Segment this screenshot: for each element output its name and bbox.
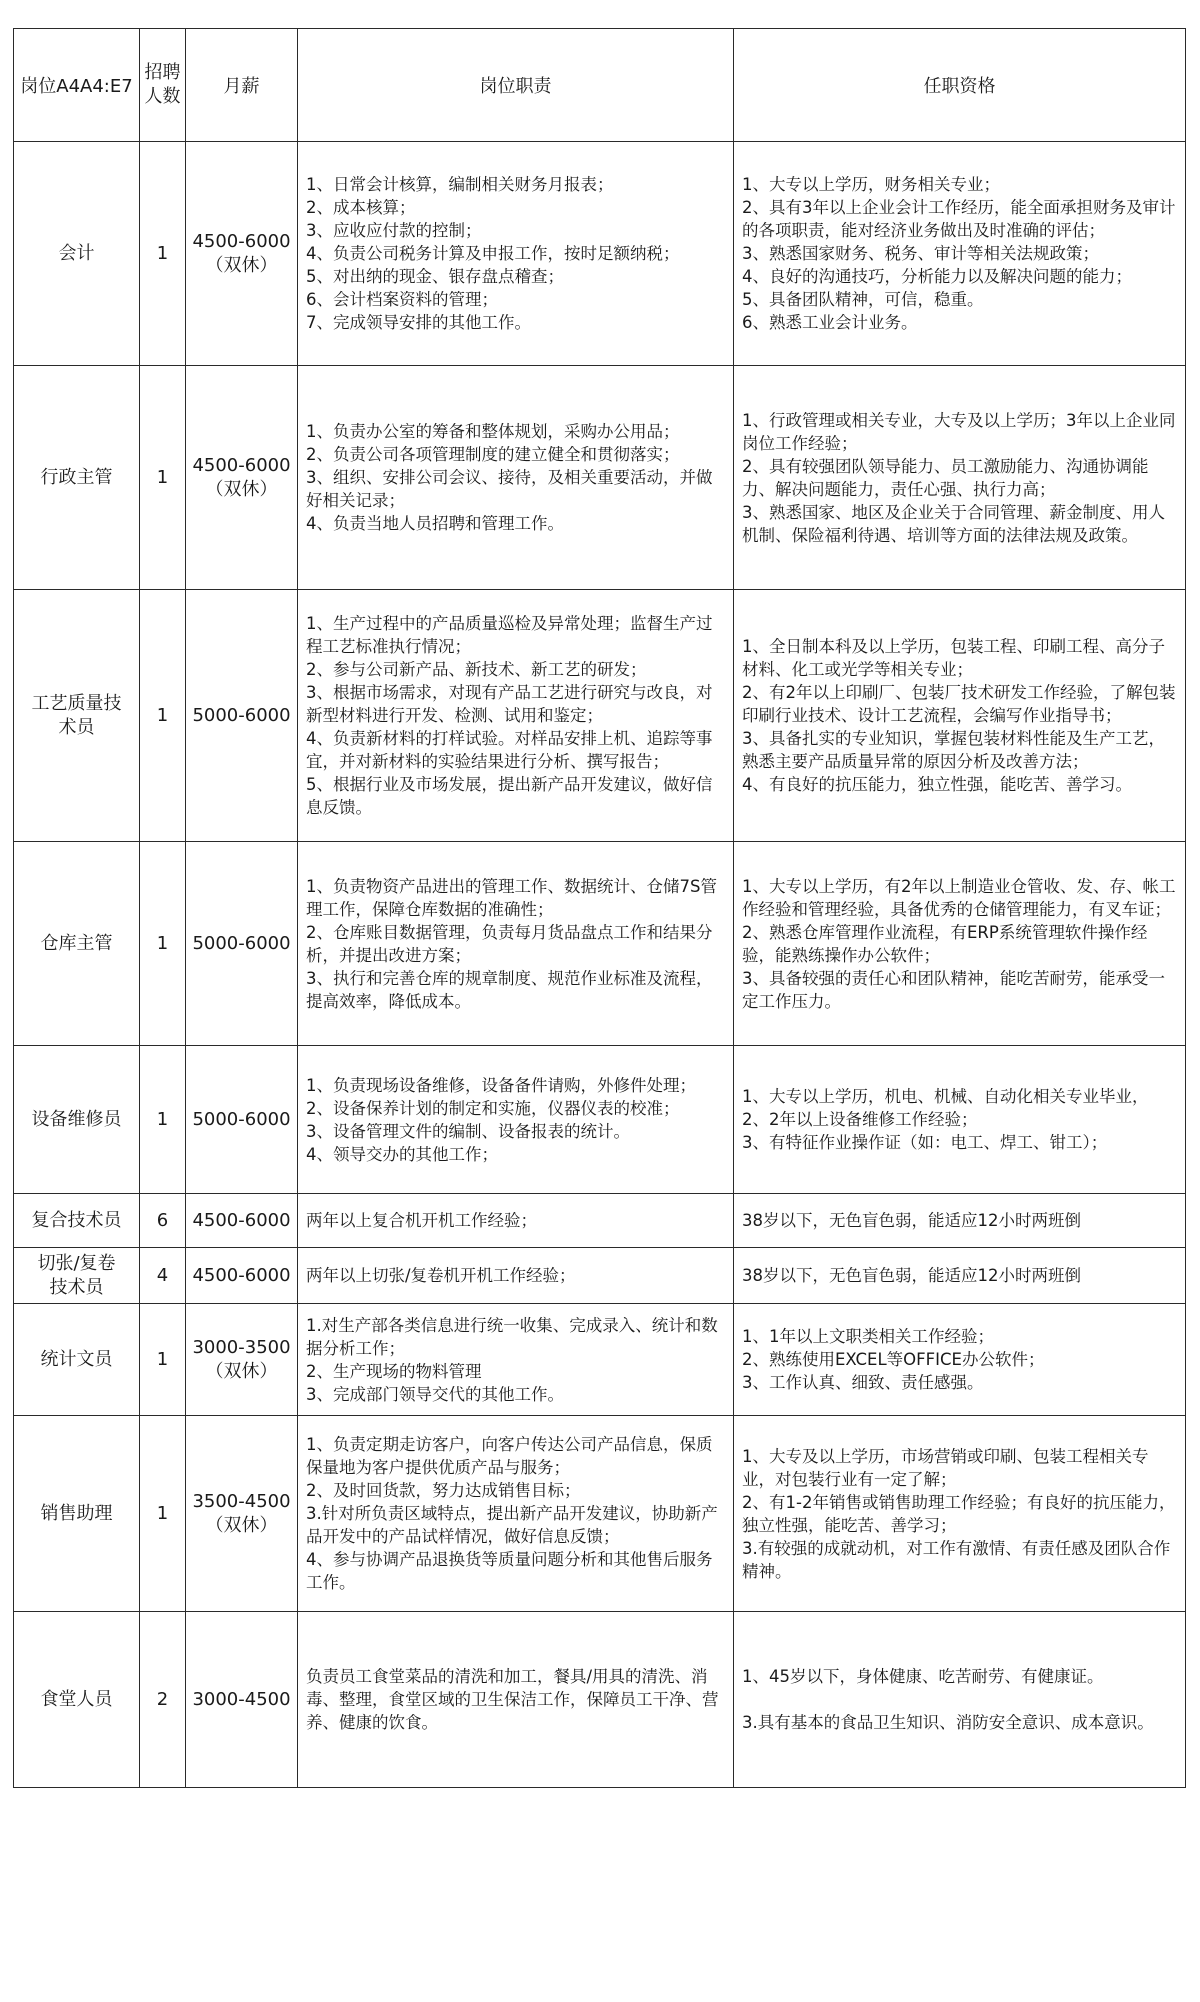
cell-requirements bbox=[734, 590, 1186, 842]
cell-count: 1 bbox=[140, 590, 186, 842]
cell-count: 6 bbox=[140, 1194, 186, 1248]
cell-position bbox=[14, 842, 140, 1046]
position-name: 统计文员 bbox=[40, 1348, 113, 1370]
salary-range: 4500-6000 bbox=[192, 1264, 291, 1286]
duty-item: 1.对生产部各类信息进行统一收集、完成录入、统计和数据分析工作； bbox=[306, 1315, 718, 1358]
cell-count: 1 bbox=[140, 1304, 186, 1416]
requirement-item: 2、熟悉仓库管理作业流程，有ERP系统管理软件操作经验，能熟练操作办公软件； bbox=[742, 922, 1148, 965]
duty-item: 2、成本核算； bbox=[306, 198, 416, 217]
cell-salary bbox=[186, 590, 298, 842]
cell-count: 1 bbox=[140, 842, 186, 1046]
duty-item: 3、完成部门领导交代的其他工作。 bbox=[306, 1384, 564, 1404]
duty-item: 1、负责物资产品进出的管理工作、数据统计、仓储7S管理工作，保障仓库数据的准确性； bbox=[306, 876, 717, 919]
salary-note: （双休） bbox=[205, 478, 278, 500]
requirement-item: 3.具有基本的食品卫生知识、消防安全意识、成本意识。 bbox=[742, 1713, 1154, 1732]
duty-item: 2、参与公司新产品、新技术、新工艺的研发； bbox=[306, 660, 647, 679]
duty-item: 3.针对所负责区域特点，提出新产品开发建议，协助新产品开发中的产品试样情况，做好信息反馈； bbox=[306, 1504, 718, 1546]
duty-item: 两年以上切张/复卷机开机工作经验； bbox=[306, 1266, 576, 1285]
salary-range: 5000-6000 bbox=[192, 704, 291, 726]
salary-range: 4500-6000 bbox=[192, 230, 291, 252]
table-row bbox=[14, 590, 1186, 842]
duty-item: 3、设备管理文件的编制、设备报表的统计。 bbox=[306, 1121, 630, 1141]
duty-item: 1、负责定期走访客户，向客户传达公司产品信息，保质保量地为客户提供优质产品与服务； bbox=[306, 1435, 713, 1477]
duty-item: 两年以上复合机开机工作经验； bbox=[306, 1211, 537, 1230]
header-requirements: 任职资格 bbox=[734, 29, 1186, 142]
requirement-item: 6、熟悉工业会计业务。 bbox=[742, 313, 918, 332]
header-position: 岗位A4A4:E7 bbox=[14, 29, 140, 142]
cell-duties bbox=[298, 1046, 734, 1194]
duty-item: 1、负责办公室的筹备和整体规划，采购办公用品； bbox=[306, 422, 680, 441]
cell-salary bbox=[186, 1248, 298, 1304]
requirement-item: 3、熟悉国家财务、税务、审计等相关法规政策； bbox=[742, 244, 1099, 263]
cell-requirements bbox=[734, 1194, 1186, 1248]
table-row bbox=[14, 142, 1186, 366]
requirement-item: 38岁以下，无色盲色弱，能适应12小时两班倒 bbox=[742, 1211, 1081, 1230]
position-name: 会计 bbox=[58, 242, 95, 264]
duty-item: 1、负责现场设备维修，设备备件请购，外修件处理； bbox=[306, 1075, 696, 1095]
cell-position bbox=[14, 142, 140, 366]
cell-duties bbox=[298, 1194, 734, 1248]
cell-count: 1 bbox=[140, 1046, 186, 1194]
position-name: 工艺质量技术员 bbox=[31, 692, 122, 738]
table-row bbox=[14, 1248, 1186, 1304]
cell-position bbox=[14, 1194, 140, 1248]
requirement-item: 3.有较强的成就动机，对工作有激情、有责任感及团队合作精神。 bbox=[742, 1538, 1171, 1581]
position-name: 设备维修员 bbox=[31, 1108, 122, 1130]
duty-item: 负责员工食堂菜品的清洗和加工，餐具/用具的清洗、消毒、整理，食堂区域的卫生保洁工作，保障员工干净、营养、健康的饮食。 bbox=[306, 1667, 719, 1732]
cell-requirements bbox=[734, 1046, 1186, 1194]
cell-position bbox=[14, 1046, 140, 1194]
requirement-item: 1、大专及以上学历，市场营销或印刷、包装工程相关专业，对包装行业有一定了解； bbox=[742, 1446, 1149, 1489]
cell-salary bbox=[186, 1612, 298, 1788]
cell-position bbox=[14, 1416, 140, 1612]
duty-item: 2、仓库账目数据管理，负责每月货品盘点工作和结果分析，并提出改进方案； bbox=[306, 922, 713, 965]
cell-duties bbox=[298, 590, 734, 842]
duty-item: 3、执行和完善仓库的规章制度、规范作业标准及流程，提高效率，降低成本。 bbox=[306, 968, 713, 1011]
requirement-item: 1、1年以上文职类相关工作经验； bbox=[742, 1327, 994, 1346]
cell-position bbox=[14, 1304, 140, 1416]
cell-duties bbox=[298, 366, 734, 590]
cell-duties bbox=[298, 1612, 734, 1788]
duty-item: 6、会计档案资料的管理； bbox=[306, 290, 498, 309]
cell-position bbox=[14, 366, 140, 590]
duty-item: 3、应收应付款的控制； bbox=[306, 221, 482, 240]
salary-range: 3500-4500 bbox=[192, 1490, 291, 1512]
duty-item: 2、生产现场的物料管理 bbox=[306, 1361, 482, 1381]
header-row bbox=[14, 29, 1186, 142]
table-row bbox=[14, 1194, 1186, 1248]
table-row bbox=[14, 842, 1186, 1046]
cell-salary bbox=[186, 1194, 298, 1248]
cell-count: 1 bbox=[140, 142, 186, 366]
requirement-item: 1、行政管理或相关专业，大专及以上学历；3年以上企业同岗位工作经验； bbox=[742, 410, 1176, 453]
salary-range: 4500-6000 bbox=[192, 1209, 291, 1231]
duty-item: 5、根据行业及市场发展，提出新产品开发建议，做好信息反馈。 bbox=[306, 775, 713, 817]
requirement-item: 2、2年以上设备维修工作经验； bbox=[742, 1110, 978, 1129]
cell-requirements bbox=[734, 142, 1186, 366]
header-salary: 月薪 bbox=[186, 29, 298, 142]
cell-salary bbox=[186, 842, 298, 1046]
salary-range: 3000-4500 bbox=[192, 1688, 291, 1710]
position-name: 食堂人员 bbox=[40, 1688, 113, 1710]
table-row bbox=[14, 1046, 1186, 1194]
cell-requirements bbox=[734, 1416, 1186, 1612]
table-row bbox=[14, 1304, 1186, 1416]
requirement-item: 4、有良好的抗压能力，独立性强，能吃苦、善学习。 bbox=[742, 775, 1132, 794]
cell-duties bbox=[298, 142, 734, 366]
cell-count: 2 bbox=[140, 1612, 186, 1788]
position-name: 切张/复卷技术员 bbox=[37, 1252, 116, 1298]
requirement-item: 1、大专以上学历，财务相关专业； bbox=[742, 175, 1000, 194]
salary-range: 3000-3500 bbox=[192, 1336, 291, 1358]
cell-count: 4 bbox=[140, 1248, 186, 1304]
cell-duties bbox=[298, 842, 734, 1046]
header-count: 招聘人数 bbox=[140, 29, 186, 142]
requirement-item: 3、具备较强的责任心和团队精神，能吃苦耐劳，能承受一定工作压力。 bbox=[742, 968, 1165, 1011]
table-row bbox=[14, 1612, 1186, 1788]
cell-requirements bbox=[734, 1612, 1186, 1788]
duty-item: 2、及时回货款，努力达成销售目标； bbox=[306, 1481, 581, 1500]
requirement-item: 2、有2年以上印刷厂、包装厂技术研发工作经验，了解包装印刷行业技术、设计工艺流程，会编写作业指导书； bbox=[742, 683, 1176, 725]
cell-position bbox=[14, 1612, 140, 1788]
cell-salary bbox=[186, 1046, 298, 1194]
cell-duties bbox=[298, 1416, 734, 1612]
cell-requirements bbox=[734, 1248, 1186, 1304]
requirement-item: 2、具有较强团队领导能力、员工激励能力、沟通协调能力、解决问题能力，责任心强、执行力高； bbox=[742, 456, 1149, 499]
cell-salary bbox=[186, 1416, 298, 1612]
duty-item: 5、对出纳的现金、银存盘点稽查； bbox=[306, 267, 564, 286]
cell-duties bbox=[298, 1248, 734, 1304]
duty-item: 4、领导交办的其他工作； bbox=[306, 1144, 498, 1164]
table-row bbox=[14, 1416, 1186, 1612]
cell-salary bbox=[186, 142, 298, 366]
position-name: 销售助理 bbox=[40, 1502, 113, 1524]
duty-item: 3、组织、安排公司会议、接待，及相关重要活动，并做好相关记录； bbox=[306, 468, 713, 510]
requirement-item: 1、大专以上学历，机电、机械、自动化相关专业毕业， bbox=[742, 1087, 1149, 1106]
requirement-item: 2、具有3年以上企业会计工作经历，能全面承担财务及审计的各项职责，能对经济业务做出及时准确的评估； bbox=[742, 198, 1176, 240]
position-name: 仓库主管 bbox=[40, 932, 113, 954]
requirement-item: 5、具备团队精神，可信，稳重。 bbox=[742, 290, 984, 309]
duty-item: 4、负责公司税务计算及申报工作，按时足额纳税； bbox=[306, 244, 680, 263]
cell-count: 1 bbox=[140, 1416, 186, 1612]
duty-item: 1、生产过程中的产品质量巡检及异常处理；监督生产过程工艺标准执行情况； bbox=[306, 614, 713, 656]
salary-range: 5000-6000 bbox=[192, 1108, 291, 1130]
requirement-item: 3、具备扎实的专业知识，掌握包装材料性能及生产工艺，熟悉主要产品质量异常的原因分析及改善方法； bbox=[742, 729, 1165, 771]
requirement-item: 3、有特征作业操作证（如：电工、焊工、钳工）； bbox=[742, 1133, 1108, 1152]
duty-item: 7、完成领导安排的其他工作。 bbox=[306, 313, 531, 332]
requirement-item: 1、45岁以下，身体健康、吃苦耐劳、有健康证。 bbox=[742, 1667, 1104, 1686]
requirement-item: 2、有1-2年销售或销售助理工作经验；有良好的抗压能力，独立性强，能吃苦、善学习； bbox=[742, 1492, 1176, 1535]
duty-item: 2、负责公司各项管理制度的建立健全和贯彻落实； bbox=[306, 445, 680, 464]
salary-note: （双休） bbox=[205, 1514, 278, 1536]
requirement-item: 3、熟悉国家、地区及企业关于合同管理、薪金制度、用人机制、保险福利待遇、培训等方面的法律法规及政策。 bbox=[742, 502, 1165, 545]
position-name: 复合技术员 bbox=[31, 1209, 122, 1231]
salary-note: （双休） bbox=[205, 254, 278, 276]
cell-salary bbox=[186, 1304, 298, 1416]
duty-item: 2、设备保养计划的制定和实施，仪器仪表的校准； bbox=[306, 1098, 680, 1118]
requirement-item: 1、全日制本科及以上学历，包装工程、印刷工程、高分子材料、化工或光学等相关专业； bbox=[742, 637, 1165, 679]
duty-item: 1、日常会计核算，编制相关财务月报表； bbox=[306, 175, 614, 194]
cell-position bbox=[14, 590, 140, 842]
duty-item: 4、参与协调产品退换货等质量问题分析和其他售后服务工作。 bbox=[306, 1550, 713, 1592]
requirement-item: 1、大专以上学历，有2年以上制造业仓管收、发、存、帐工作经验和管理经验，具备优秀的仓储管理能力，有叉车证； bbox=[742, 876, 1176, 919]
duty-item: 4、负责新材料的打样试验。对样品安排上机、追踪等事宜，并对新材料的实验结果进行分析、撰写报告； bbox=[306, 729, 713, 771]
cell-count: 1 bbox=[140, 366, 186, 590]
header-duties: 岗位职责 bbox=[298, 29, 734, 142]
salary-note: （双休） bbox=[205, 1360, 278, 1382]
requirement-item: 4、良好的沟通技巧，分析能力以及解决问题的能力； bbox=[742, 267, 1132, 286]
job-table bbox=[13, 28, 1186, 1788]
salary-range: 4500-6000 bbox=[192, 454, 291, 476]
requirement-item: 2、熟练使用EXCEL等OFFICE办公软件； bbox=[742, 1350, 1045, 1369]
cell-duties bbox=[298, 1304, 734, 1416]
position-name: 行政主管 bbox=[40, 466, 113, 488]
cell-requirements bbox=[734, 842, 1186, 1046]
duty-item: 3、根据市场需求，对现有产品工艺进行研究与改良，对新型材料进行开发、检测、试用和鉴定； bbox=[306, 683, 713, 725]
cell-position bbox=[14, 1248, 140, 1304]
requirement-item: 38岁以下，无色盲色弱，能适应12小时两班倒 bbox=[742, 1266, 1081, 1285]
salary-range: 5000-6000 bbox=[192, 932, 291, 954]
cell-salary bbox=[186, 366, 298, 590]
requirement-item: 3、工作认真、细致、责任感强。 bbox=[742, 1373, 984, 1392]
table-row bbox=[14, 366, 1186, 590]
cell-requirements bbox=[734, 366, 1186, 590]
duty-item: 4、负责当地人员招聘和管理工作。 bbox=[306, 514, 564, 533]
cell-requirements bbox=[734, 1304, 1186, 1416]
